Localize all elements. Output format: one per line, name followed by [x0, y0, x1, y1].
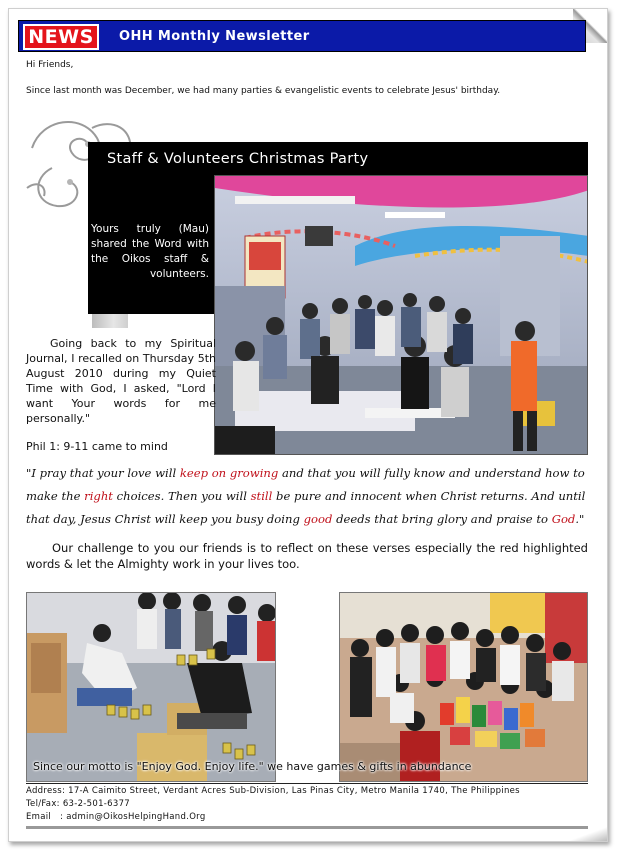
motto-caption: Since our motto is "Enjoy God. Enjoy life." we have games & gifts in abundance — [33, 760, 472, 773]
newsletter-title: OHH Monthly Newsletter — [119, 29, 310, 44]
quote-part: deeds that bring glory and praise to — [332, 512, 552, 526]
scripture-quote — [26, 462, 592, 531]
quote-part: ." — [575, 512, 585, 526]
page-curl-bottom — [567, 827, 607, 841]
greeting-text: Hi Friends, — [26, 60, 74, 70]
footer-divider — [26, 783, 588, 784]
quote-part: and that you will fully know and understand how to make the — [26, 466, 585, 503]
quote-highlight: good — [303, 512, 333, 526]
gifts-photo — [339, 592, 588, 782]
journal-paragraph — [26, 336, 216, 426]
quote-highlight: God — [551, 512, 576, 526]
quote-highlight: still — [250, 489, 273, 503]
verse-reference: Phil 1: 9-11 came to mind — [26, 440, 168, 453]
journal-text: Going back to my Spiritual Journal, I recalled on Thursday 5th August 2010 during my Quiet Time with God, I asked, "Lord I want Your words for me personally." — [26, 337, 216, 425]
games-photo — [26, 592, 276, 782]
footer-email[interactable]: Email : admin@OikosHelpingHand.Org — [26, 812, 206, 822]
footer-bottom-rule — [26, 826, 588, 829]
footer-tel: Tel/Fax: 63-2-501-6377 — [26, 799, 130, 809]
games-photo-image — [27, 593, 276, 782]
quote-highlight: keep on growing — [179, 466, 279, 480]
christmas-party-photo — [214, 175, 588, 455]
photo-caption: Yours truly (Mau) shared the Word with the Oikos staff & volunteers. — [91, 223, 209, 280]
news-badge: NEWS — [23, 24, 99, 50]
quote-part: "I pray that your love will — [26, 466, 180, 480]
challenge-text: Our challenge to you our friends is to reflect on these verses especially the red highlighted words & let the Almighty work in your lives too. — [26, 541, 588, 571]
section-title: Staff & Volunteers Christmas Party — [107, 151, 369, 167]
quote-part: be pure and innocent when Christ returns. And until that day, Jesus Christ will keep you busy doing — [26, 489, 586, 526]
intro-text: Since last month was December, we had many parties & evangelistic events to celebrate Jesus' birthday. — [26, 86, 501, 96]
footer-address: Address: 17-A Caimito Street, Verdant Acres Sub-Division, Las Pinas City, Metro Manila 1740, The Philippines — [26, 786, 520, 796]
quote-part: choices. Then you will — [112, 489, 251, 503]
newsletter-header — [18, 20, 586, 52]
gifts-photo-image — [340, 593, 588, 782]
quote-highlight: right — [84, 489, 113, 503]
party-photo-image — [215, 176, 588, 455]
challenge-paragraph — [26, 540, 588, 572]
